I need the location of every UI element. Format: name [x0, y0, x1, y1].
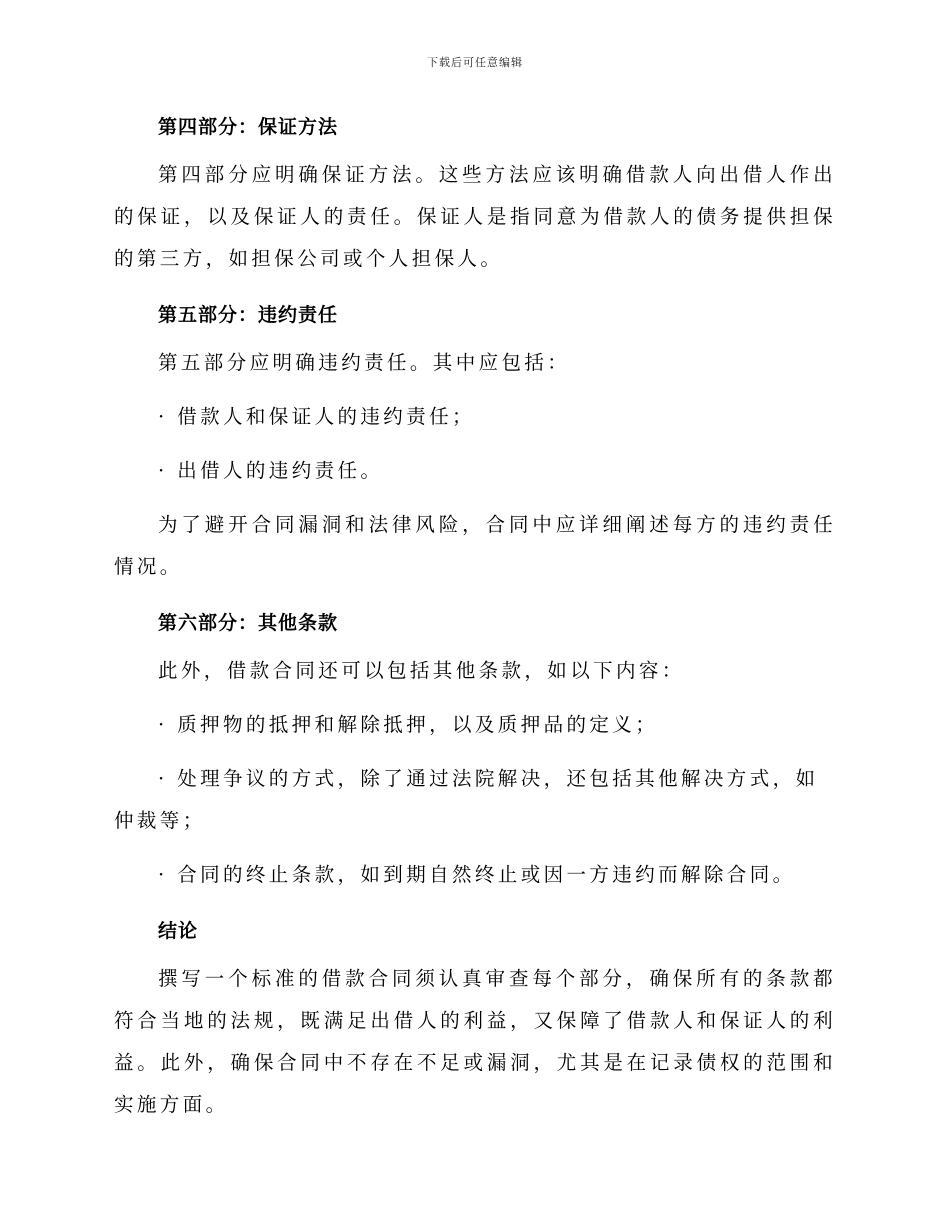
page-header: 下载后可任意编辑	[427, 56, 523, 69]
paragraph-guarantee: 第四部分应明确保证方法。这些方法应该明确借款人向出借人作出的保证，以及保证人的责任。保证人是指同意为借款人的债务提供担保的第三方，如担保公司或个人担保人。	[114, 163, 836, 270]
section-heading-liability: 第五部分：违约责任	[158, 304, 339, 326]
section-heading-conclusion: 结论	[158, 920, 199, 942]
paragraph-liability-intro: 第五部分应明确违约责任。其中应包括：	[158, 351, 571, 374]
section-heading-other-terms: 第六部分：其他条款	[158, 612, 339, 634]
section-heading-guarantee: 第四部分：保证方法	[158, 116, 339, 138]
paragraph-other-terms-intro: 此外，借款合同还可以包括其他条款，如以下内容：	[158, 659, 685, 682]
list-item: · 处理争议的方式，除了通过法院解决，还包括其他解决方式，如仲裁等；	[114, 767, 819, 832]
paragraph-liability-closing: 为了避开合同漏洞和法律风险，合同中应详细阐述每方的违约责任情况。	[114, 513, 836, 578]
paragraph-conclusion: 撰写一个标准的借款合同须认真审查每个部分，确保所有的条款都符合当地的法规，既满足出借人的利益，又保障了借款人和保证人的利益。此外，确保合同中不存在不足或漏洞，尤其是在记录债权的范围和实施方面。	[114, 967, 836, 1116]
list-item: · 合同的终止条款，如到期自然终止或因一方违约而解除合同。	[158, 863, 796, 886]
list-item: · 质押物的抵押和解除抵押，以及质押品的定义；	[158, 713, 659, 736]
document-body	[114, 112, 836, 1126]
list-item: · 借款人和保证人的违约责任；	[158, 405, 475, 428]
list-item: · 出借人的违约责任。	[158, 459, 384, 482]
